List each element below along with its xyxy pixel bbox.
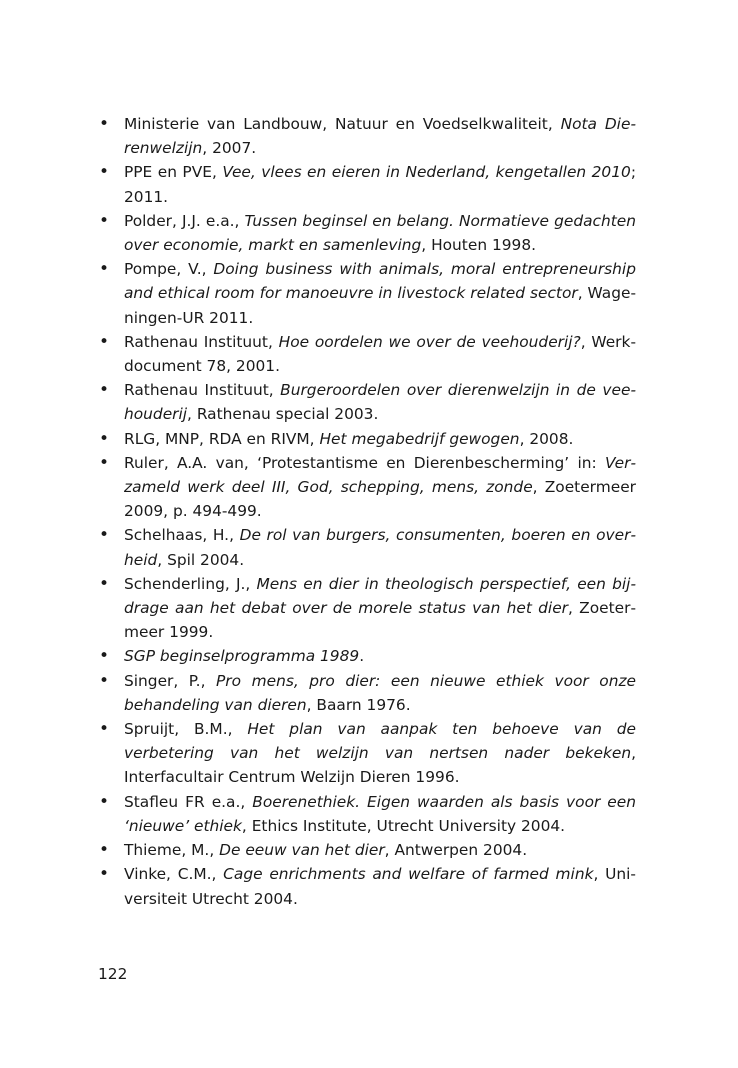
reference-item [98,862,636,910]
bullet-icon [98,790,110,814]
reference-item [98,427,636,451]
reference-item [98,790,636,838]
ref-title: Het megabedrijf gewogen [319,429,520,448]
ref-text: , Werkdocument 78, 2001. [124,332,636,376]
reference-item [98,160,636,208]
ref-text: Pompe, V., [124,260,214,279]
ref-title: Pro mens, pro dier: een nieuwe ethiek voor onze behandeling van dieren [124,671,637,714]
ref-text: , Houten 1998. [421,236,537,255]
reference-item [98,717,636,790]
ref-title: Boerenethiek. Eigen waarden als basis voor een ‘nieuwe’ ethiek [124,792,636,835]
reference-item [98,838,636,862]
bullet-icon [98,112,110,136]
bullet-icon [98,209,110,233]
ref-text: Schenderling, J., [124,574,257,593]
ref-text: , 2008. [519,429,574,448]
ref-text: Singer, P., [124,671,217,690]
ref-title: Het plan van aanpak ten behoeve van de verbetering van het welzijn van nertsen nader bekeken [124,720,636,763]
ref-text: Ministerie van Landbouw, Natuur en Voedselkwaliteit, [124,115,561,133]
reference-item [98,209,636,257]
ref-text: , Ethics Institute, Utrecht University 2004. [241,816,566,835]
ref-title: Burgeroordelen over dierenwelzijn in de veehouderij [124,381,636,424]
ref-title: Cage enrichments and welfare of farmed mink [223,865,594,884]
ref-title: Verzameld werk deel III, God, schepping, mens, zonde [124,453,636,497]
ref-title: De rol van burgers, consumenten, boeren en overheid [124,526,636,569]
ref-text: Vinke, C.M., [124,865,224,884]
ref-text: , Wageningen-UR 2011. [124,284,636,327]
ref-title: Vee, vlees en eieren in Nederland, kengetallen 2010 [222,163,631,182]
ref-title: Hoe oordelen we over de veehouderij? [278,332,581,351]
ref-text: Rathenau Instituut, [124,381,281,400]
ref-title: Doing business with animals, moral entrepreneurship and ethical room for manoeuvre in livestock related sector [124,260,636,303]
reference-item [98,523,636,571]
ref-text: . [359,647,365,666]
bullet-icon [98,669,110,693]
reference-item [98,257,636,330]
ref-title: De eeuw van het dier [219,841,385,860]
bullet-icon [98,257,110,281]
bullet-icon [98,451,110,475]
ref-title: Tussen beginsel en belang. Normatieve gedachten over economie, markt en samenleving [124,211,636,255]
bullet-icon [98,862,110,886]
bullet-icon [98,838,110,862]
ref-text: , Universiteit Utrecht 2004. [124,865,636,908]
ref-text: PPE en PVE, [124,163,223,182]
reference-item [98,669,636,717]
reference-item [98,112,636,160]
ref-text: Thieme, M., [124,841,220,860]
reference-item [98,330,636,378]
reference-item [98,644,636,668]
ref-text: Rathenau Instituut, [124,332,279,351]
bullet-icon [98,427,110,451]
bullet-icon [98,160,110,184]
reference-list [98,112,636,911]
ref-text: Schelhaas, H., [124,526,240,545]
ref-text: Stafleu FR e.a., [124,792,253,811]
ref-text: RLG, MNP, RDA en RIVM, [124,429,320,448]
ref-text: , Zoetermeer 2009, p. 494-499. [124,478,636,521]
reference-item [98,451,636,524]
ref-text: , Antwerpen 2004. [384,841,528,860]
ref-text: , Spil 2004. [157,550,245,569]
bullet-icon [98,523,110,547]
ref-text: , Interfacultair Centrum Welzijn Dieren 1996. [124,744,636,787]
bullet-icon [98,378,110,402]
ref-text: , Baarn 1976. [306,695,411,714]
bullet-icon [98,644,110,668]
reference-item [98,572,636,645]
reference-item [98,378,636,426]
ref-text: Spruijt, B.M., [124,720,248,739]
bullet-icon [98,717,110,741]
ref-title: Mens en dier in theologisch perspectief, een bijdrage aan het debat over de morele status van het dier [124,574,636,618]
ref-text: , 2007. [202,139,257,158]
ref-text: Polder, J.J. e.a., [124,211,245,230]
page-number: 122 [98,965,128,983]
ref-text: , Zoetermeer 1999. [124,599,636,642]
ref-title: SGP beginselprogramma 1989 [124,647,360,666]
ref-title: Nota Dierenwelzijn [124,115,636,158]
ref-text: , Rathenau special 2003. [187,405,379,424]
ref-text: ; 2011. [124,163,637,206]
ref-text: Ruler, A.A. van, ‘Protestantisme en Dierenbescherming’ in: [124,453,605,472]
bullet-icon [98,572,110,596]
bullet-icon [98,330,110,354]
